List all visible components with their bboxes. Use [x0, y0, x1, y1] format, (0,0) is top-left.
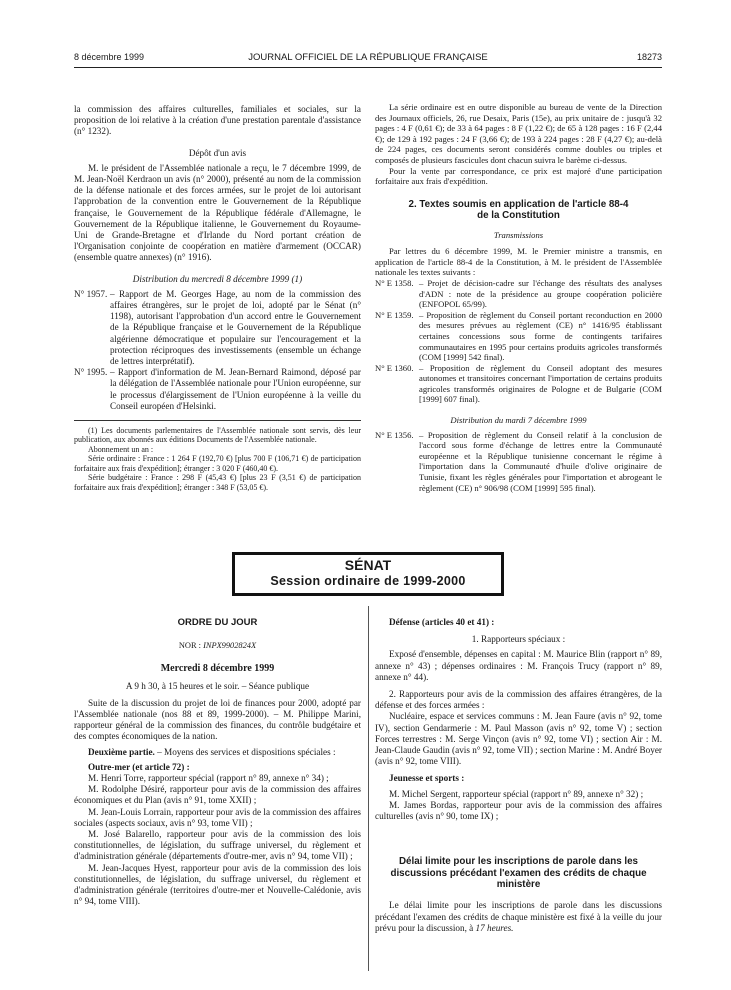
footnote — [74, 426, 361, 492]
intro-paragraph: la commission des affaires culturelles, familiales et sociales, sur la proposition de loi relative à la création d'une prestation parentale d'assistance (n° 1232). — [74, 104, 361, 137]
distribution-title-2: Distribution du mardi 7 décembre 1999 — [450, 415, 587, 426]
bordas-paragraph: M. James Bordas, rapporteur pour avis de la commission des affaires culturelles (avis n° 90, tome IX) ; — [375, 799, 662, 822]
nucleaire-paragraph: Nucléaire, espace et services communs : M. Jean Faure (avis n° 92, tome IV), section Gendarmerie : M. Paul Masson (avis n° 92, tome V) ; section Forces terrestres : M. Serge Vinçon (avis n° 92, tome VI) ; section Air : M. Jean-Claude Gaudin (avis n° 92, tome VII) ; section Marine : M. André Boyer (avis n° 92, tome VIII). — [375, 711, 662, 767]
top-left-column — [74, 104, 361, 492]
bottom-right-column — [375, 617, 662, 934]
item-text: – Rapport d'information de M. Jean-Bernard Raimond, déposé par la délégation de l'Assemblée nationale pour l'Union européenne, sur le processus d'élargissement de l'Union européenne à la veille du Conseil européen d'Helsinki. — [110, 367, 361, 411]
rapporteur-paragraph: M. Jean-Jacques Hyest, rapporteur pour avis de la commission des lois constitutionnelles, de législation, du suffrage universel, du règlement et d'administration générale (territoires d'outre-mer et Nouvelle-Calédonie, avis n° 94, tome VIII). — [74, 862, 361, 907]
session-date-title: Mercredi 8 décembre 1999 — [160, 663, 275, 675]
distribution-title: Distribution du mercredi 8 décembre 1999 (1) — [132, 273, 303, 284]
delai-limite-text: Le délai limite pour les inscriptions de parole dans les discussions précédant l'examen des crédits de chaque ministère est fixé à la veille du jour prévu pour la discussion, à — [375, 900, 662, 933]
column-divider — [368, 606, 369, 971]
rapporteurs-avis-heading: 2. Rapporteurs pour avis de la commission des affaires étrangères, de la défense et des forces armées : — [375, 689, 662, 711]
expose-paragraph: Exposé d'ensemble, dépenses en capital : M. Maurice Blin (rapport n° 89, annexe n° 43) ; dépenses ordinaires : M. François Trucy (rapport n° 89, annexe n° 44). — [375, 649, 662, 682]
header-rule — [74, 67, 662, 68]
document-item — [375, 310, 662, 363]
jeunesse-sports-title: Jeunesse et sports : — [389, 773, 465, 784]
sergent-paragraph: M. Michel Sergent, rapporteur spécial (rapport n° 89, annexe n° 32) ; — [389, 788, 644, 799]
footnote-abonnement: Abonnement un an : — [88, 444, 154, 454]
footnote-serie-ordinaire: Série ordinaire : France : 1 264 F (192,70 €) [plus 700 F (106,71 €) de participation forfaitaire aux frais d'expédition]; étranger : 3 020 F (460,40 €). — [74, 454, 361, 473]
transmissions-title: Transmissions — [493, 229, 544, 240]
rapporteur-paragraph: M. José Balarello, rapporteur pour avis de la commission des lois constitutionnelles, de législation, du suffrage universel, du règlement et d'administration générale (départements d'outre-mer, avis n° 94, tome VII) ; — [74, 829, 361, 862]
rapporteur-paragraph: M. Rodolphe Désiré, rapporteur pour avis de la commission des affaires économiques et du Plan (avis n° 91, tome XXII) ; — [74, 784, 361, 806]
deuxieme-partie-paragraph — [74, 747, 361, 758]
correspondance-paragraph: Pour la vente par correspondance, ce prix est majoré d'une participation forfaitaire aux frais d'expédition. — [375, 165, 662, 187]
section-2-title-line-1: 2. Textes soumis en application de l'article 88-4 — [408, 198, 629, 210]
item-number: N° 1995. — [74, 367, 108, 378]
deuxieme-partie-label: Deuxième partie. — [88, 746, 155, 757]
seance-line: A 9 h 30, à 15 heures et le soir. – Séance publique — [125, 680, 310, 691]
bottom-left-column — [74, 617, 361, 907]
vente-paragraph: La série ordinaire est en outre disponible au bureau de vente de la Direction des Journaux officiels, 26, rue Desaix, Paris (15e), au prix unitaire de : jusqu'à 32 pages : 4 F (0,61 €); de 33 à 64 pages : 8 F (1,22 €); de 65 à 128 pages : 16 F (2,44 €); de 129 à 192 pages : 24 F (3,66 €); de 193 à 224 pages : 28 F (4,27 €); au-delà de 224 pages, ces documents seront considérés comme doubles ou triples et composés de plusieurs fascicules dont chacun suivra le barème ci-dessus. — [375, 102, 662, 165]
outre-mer-title: Outre-mer (et article 72) : — [88, 761, 190, 772]
nor-label: NOR : — [178, 641, 204, 651]
senat-title-box — [232, 552, 504, 596]
delai-limite-title: Délai limite pour les inscriptions de parole dans les discussions précédant l'examen des crédits de chaque ministère — [390, 856, 647, 891]
senat-session: Session ordinaire de 1999-2000 — [270, 574, 466, 588]
section-2-title-line-2: de la Constitution — [477, 210, 560, 222]
defense-title: Défense (articles 40 et 41) : — [389, 617, 495, 627]
document-item — [375, 363, 662, 405]
document-item — [375, 430, 662, 494]
suite-paragraph: Suite de la discussion du projet de loi de finances pour 2000, adopté par l'Assemblée nationale (nos 88 et 89, 1999-2000). – M. Philippe Marini, rapporteur général de la commission des finances, du contrôle budgétaire et des comptes économiques de la nation. — [74, 697, 361, 742]
item-text: – Proposition de règlement du Conseil relatif à la conclusion de l'accord sous forme d'échange de lettres entre la Communauté européenne et la République tunisienne concernant le régime à l'importation dans la Communauté d'huile d'olive originaire de Tunisie, fixant les règles générales pour l'importation et abrogeant le règlement (CE) n° 906/98 (COM [1999] 595 final). — [419, 429, 662, 493]
header-date: 8 décembre 1999 — [74, 52, 145, 62]
rapporteur-paragraph: M. Jean-Louis Lorrain, rapporteur pour avis de la commission des affaires sociales (aspects sociaux, avis n° 93, tome VII) ; — [74, 806, 361, 828]
item-number: N° E 1360. — [375, 362, 414, 373]
senat-title: SÉNAT — [344, 557, 392, 573]
item-text: – Projet de décision-cadre sur l'échange des résultats des analyses d'ADN : note de la présidence au groupe coopération policière (ENFOPOL 65/99). — [419, 277, 662, 310]
delai-limite-paragraph — [375, 900, 662, 934]
nor-code: INPX9902824X — [203, 641, 257, 651]
depot-title: Dépôt d'un avis — [188, 147, 247, 158]
transmissions-paragraph: Par lettres du 6 décembre 1999, M. le Premier ministre a transmis, en application de l'article 88-4 de la Constitution, à M. le président de l'Assemblée nationale les textes suivants : — [375, 246, 662, 278]
nor-reference — [74, 640, 361, 651]
footnote-serie-budgetaire: Série budgétaire : France : 298 F (45,43 €) [plus 23 F (3,51 €) de participation forfaitaire aux frais d'expédition]; étranger : 348 F (53,05 €). — [74, 473, 361, 492]
document-item — [375, 278, 662, 310]
ordre-du-jour-title: ORDRE DU JOUR — [177, 617, 258, 628]
deuxieme-partie-text: – Moyens des services et dispositions spéciales : — [154, 746, 336, 757]
item-number: N° E 1356. — [375, 429, 414, 440]
item-number: N° E 1358. — [375, 277, 414, 288]
header-page-number: 18273 — [636, 52, 662, 62]
top-right-column — [375, 102, 662, 493]
footnote-rule — [74, 420, 361, 421]
footnote-note: (1) Les documents parlementaires de l'Assemblée nationale sont servis, dès leur publication, aux abonnés aux éditions Documents de l'Assemblée nationale. — [74, 426, 361, 445]
rapporteur-paragraph: M. Henri Torre, rapporteur spécial (rapport n° 89, annexe n° 34) ; — [88, 773, 329, 784]
rapporteurs-speciaux-heading: 1. Rapporteurs spéciaux : — [471, 634, 566, 645]
item-number: N° E 1359. — [375, 309, 414, 320]
page-header — [74, 52, 662, 66]
depot-paragraph: M. le président de l'Assemblée nationale a reçu, le 7 décembre 1999, de M. Jean-Noël Kerdraon un avis (n° 2000), présenté au nom de la commission de la défense nationale et des forces armées, sur le projet de loi autorisant l'approbation de la convention entre le Gouvernement de la République française, le Gouvernement de la République fédérale d'Allemagne, le Gouvernement de la République italienne, le Gouvernement du Royaume-Uni de Grande-Bretagne et d'Irlande du Nord portant création de l'Organisation conjointe de coopération en matière d'armement (OCCAR) (ensemble quatre annexes) (n° 1916). — [74, 162, 361, 263]
document-item — [74, 289, 361, 367]
section-2-title — [375, 199, 662, 222]
item-number: N° 1957. — [74, 288, 108, 299]
delai-limite-hour: 17 heures. — [475, 922, 514, 933]
item-text: – Proposition de règlement du Conseil portant reconduction en 2000 des mesures prévues au règlement (CE) n° 1416/95 établissant certaines concessions sous forme de contingents tarifaires communautaires en 1995 pour certains produits agricoles transformés (COM [1999] 542 final). — [419, 309, 662, 363]
header-journal-title: JOURNAL OFFICIEL DE LA RÉPUBLIQUE FRANÇAISE — [248, 52, 488, 63]
document-item — [74, 367, 361, 412]
item-text: – Proposition de règlement du Conseil adoptant des mesures autonomes et transitoires concernant l'importation de certains produits agricoles transformés originaires de Pologne et de Bulgarie (COM [1999] 607 final). — [419, 362, 662, 405]
item-text: – Rapport de M. Georges Hage, au nom de la commission des affaires étrangères, sur le projet de loi, adopté par le Sénat (n° 1198), autorisant l'approbation d'un accord entre le Gouvernement de la République française et le Gouvernement de la République algérienne démocratique et populaire sur l'encouragement et la protection réciproques des investissements (ensemble un échange de lettres interprétatif). — [110, 288, 361, 367]
